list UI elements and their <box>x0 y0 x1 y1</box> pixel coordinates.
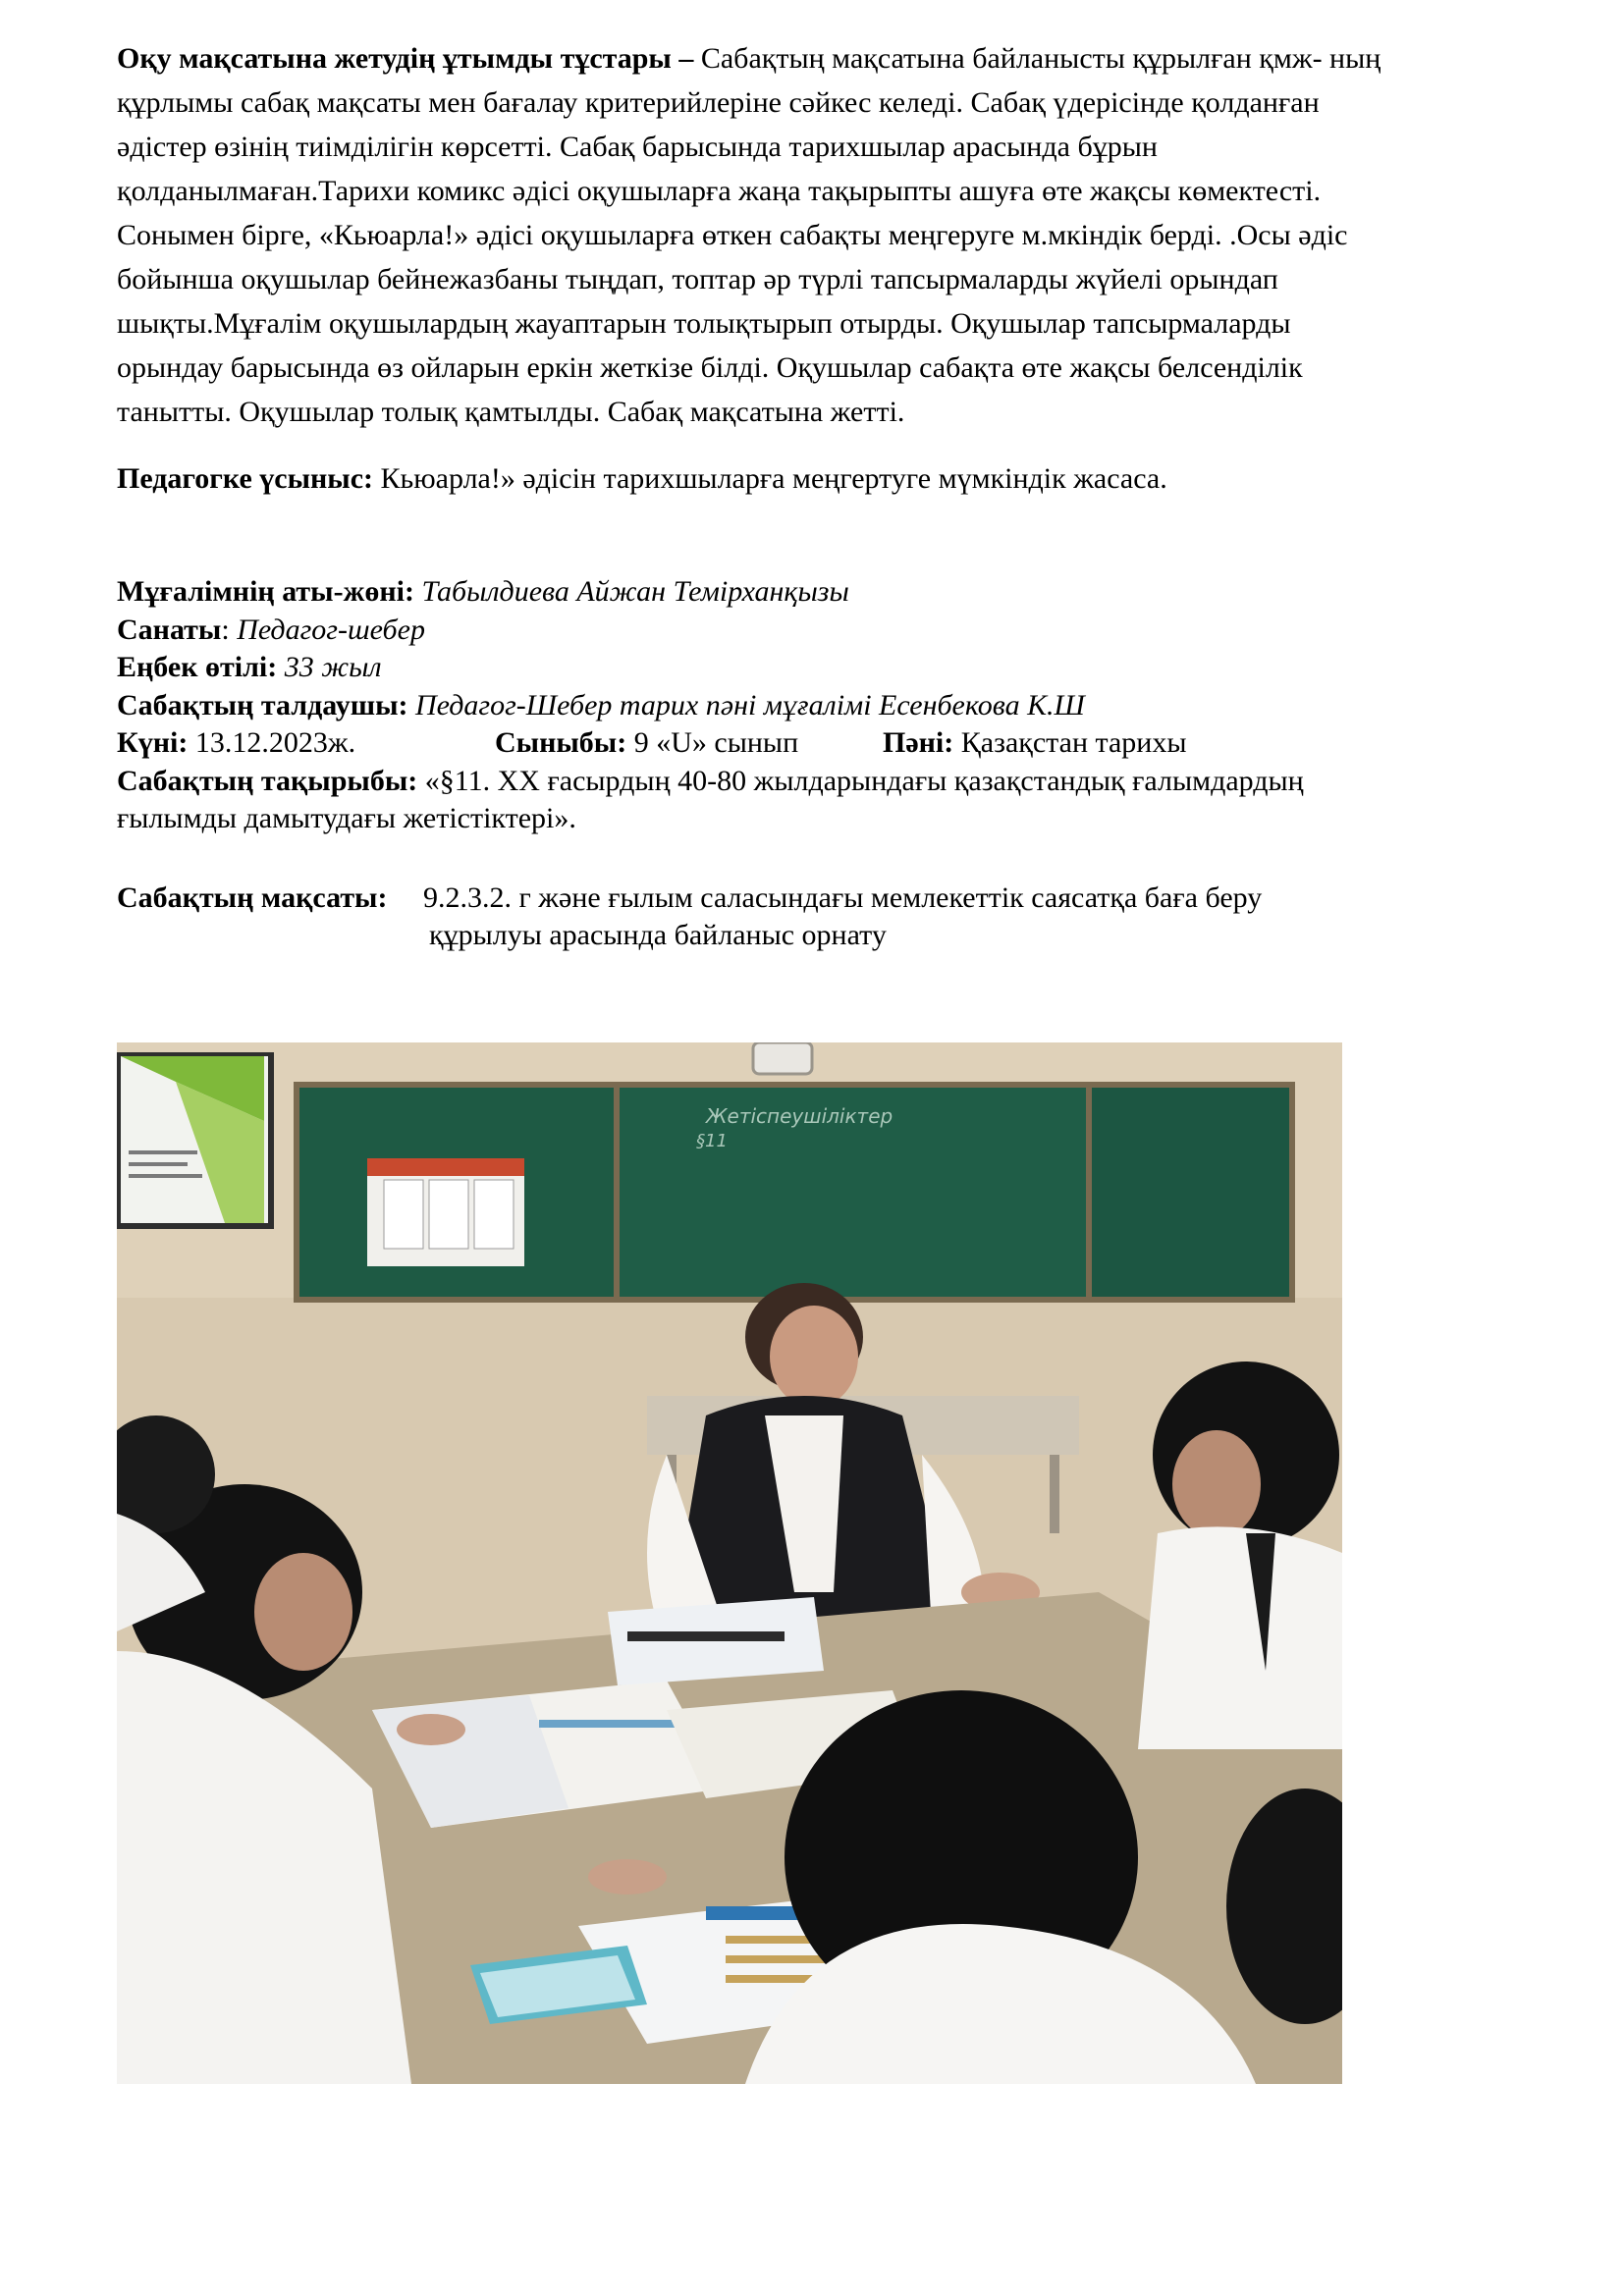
recommendation-label: Педагогке үсыныс: <box>117 462 374 495</box>
recommendation-text: Кьюарла!» әдісін тарихшыларға меңгертуге мүмкіндік жасаса. <box>373 462 1167 495</box>
teacher-name: Табылдиева Айжан Темірханқызы <box>413 575 849 608</box>
student-right <box>1138 1362 1342 1749</box>
lesson-info-block <box>117 573 1570 838</box>
category-value: Педагог-шебер <box>237 613 425 646</box>
category-row: Санаты: Педагог-шебер <box>117 613 425 646</box>
topic-value: «§11. ХХ ғасырдың 40-80 жылдарындағы қазақстандық ғалымдардың <box>417 764 1304 797</box>
experience-row: Еңбек өтілі: 33 жыл <box>117 651 382 683</box>
experience-value: 33 жыл <box>277 651 382 683</box>
topic-row: Сабақтың тақырыбы: «§11. ХХ ғасырдың 40-80 жылдарындағы қазақстандық ғалымдардың <box>117 764 1304 797</box>
paragraph-line: бойынша оқушылар бейнежазбаны тыңдап, топтар әр түрлі тапсырмаларды жүйелі орындап <box>117 263 1278 295</box>
goal-line: 9.2.3.2. г және ғылым саласындағы мемлекеттік саясатқа баға беру <box>423 881 1263 914</box>
goal-line: құрылуы арасында байланыс орнату <box>429 919 887 951</box>
wall-clock-icon <box>753 1042 812 1074</box>
paragraph-line: қолданылмаған.Тарихи комикс әдісі оқушыларға жаңа тақырыпты ашуға өте жақсы көмектесті. <box>117 175 1322 207</box>
date-class-subject-row <box>117 724 1570 763</box>
paragraph-line: танытты. Оқушылар толық қамтылды. Сабақ мақсатына жетті. <box>117 396 905 428</box>
date-field: Күні: 13.12.2023ж. <box>117 726 356 759</box>
achievements-paragraph <box>117 36 1550 434</box>
paragraph-line: Оқу мақсатына жетудің ұтымды тұстары – Сабақтың мақсатына байланысты құрылған қмж- ның <box>117 42 1381 75</box>
analyst-row: Сабақтың талдаушы: Педагог-Шебер тарих пәні мұғалімі Есенбекова К.Ш <box>117 688 1085 721</box>
paragraph-line: орындау барысында өз ойларын еркін жеткізе білді. Оқушылар сабақта өте жақсы белсенділік <box>117 351 1303 384</box>
paragraph-line: әдістер өзінің тиімділігін көрсетті. Сабақ барысында тарихшылар арасында бұрын <box>117 131 1158 163</box>
goal-content <box>423 880 1262 954</box>
analyst-value: Педагог-Шебер тарих пәні мұғалімі Есенбекова К.Ш <box>407 688 1085 721</box>
achievements-label: Оқу мақсатына жетудің ұтымды тұстары – <box>117 42 694 75</box>
board-writing-number: §11 <box>696 1131 728 1151</box>
classroom-photo <box>117 1042 1342 2084</box>
topic-row-continued: ғылымды дамытудағы жетістіктері». <box>117 802 576 834</box>
projector-screen <box>117 1052 274 1229</box>
paragraph-line: құрлымы сабақ мақсаты мен бағалау критерийлеріне сәйкес келеді. Сабақ үдерісінде қолданған <box>117 86 1320 119</box>
teacher-row: Мұғалімнің аты-жөні: Табылдиева Айжан Темірханқызы <box>117 575 849 608</box>
paragraph-line: шықты.Мұғалім оқушылардың жауаптарын толықтырып отырды. Оқушылар тапсырмаларды <box>117 307 1291 340</box>
chalkboard <box>294 1082 1295 1303</box>
subject-field: Пәні: Қазақстан тарихы <box>883 726 1187 759</box>
class-field: Сыныбы: 9 «U» сынып <box>495 726 799 759</box>
goal-label: Сабақтың мақсаты: <box>117 881 388 914</box>
board-writing: Жетіспеушіліктер <box>706 1104 893 1128</box>
recommendation-paragraph <box>117 456 1550 501</box>
paragraph-line: Сонымен бірге, «Кьюарла!» әдісі оқушыларға өткен сабақты меңгеруге м.мкіндік берді. .Осы әдіс <box>117 219 1348 251</box>
